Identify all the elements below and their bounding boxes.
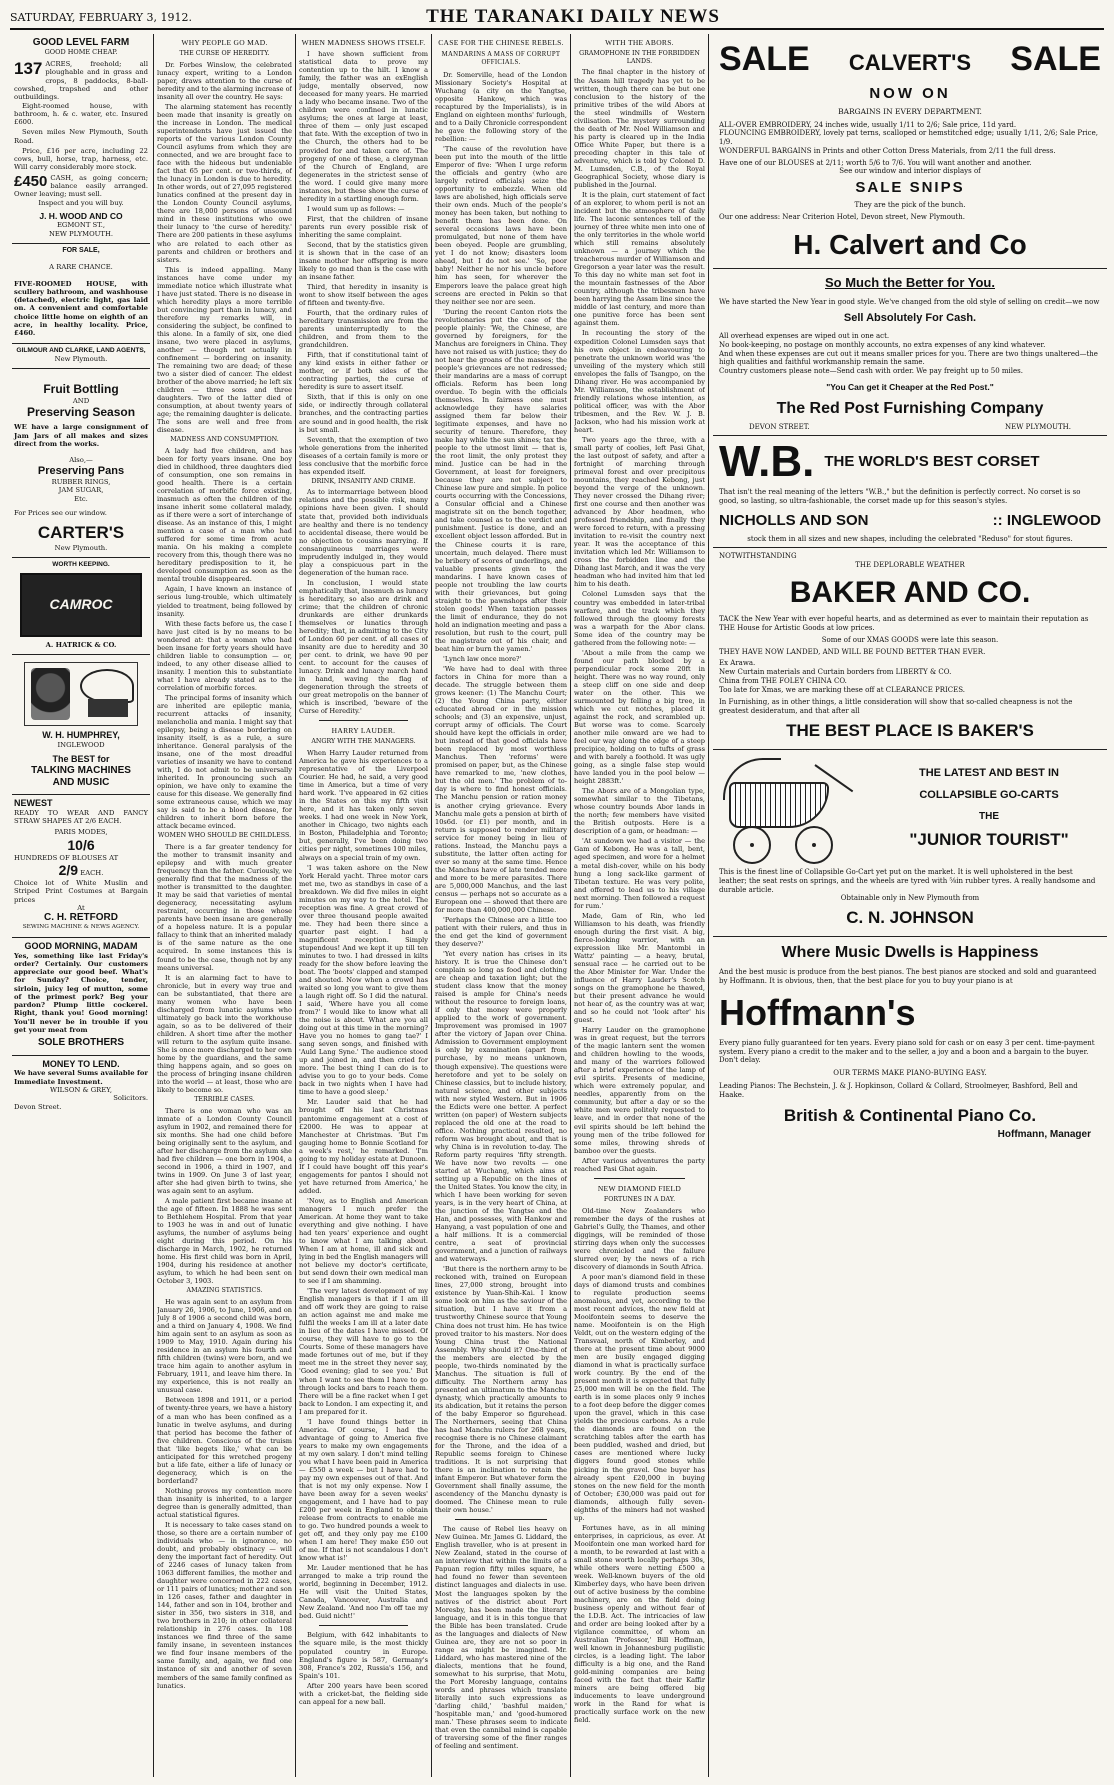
humphrey-location: INGLEWOOD <box>57 741 105 750</box>
and-music: AND MUSIC <box>52 776 110 788</box>
farm-price: Price, £16 per acre, including 22 cows, bull, horse, trap, harness, etc. Will carry considerably more stock. <box>14 146 148 172</box>
camroc-ginger-logo <box>20 573 142 637</box>
choice-text: Choice lot of White Muslin and Striped Print Costumes at Bargain prices <box>14 879 148 904</box>
notwithstanding: NOTWITHSTANDING <box>719 552 797 561</box>
best-for: The BEST for <box>52 753 110 764</box>
farm-description: ACRES, freehold; all ploughable and in grass and crops, 8 paddocks, 8-ball-cowshed, trapshed and other outbuildings. <box>14 60 148 102</box>
rubber-rings: RUBBER RINGS, <box>51 477 111 486</box>
article-paragraph: After various adventures the party reached Pasi Ghat again. <box>574 1156 705 1173</box>
solicitors: Solicitors. <box>113 1094 148 1103</box>
article-paragraph: Second, that by the statistics given it is shown that in the case of an insane mother her offspring is more likely to go mad than is the case with an insane father. <box>299 240 428 281</box>
article-paragraph: When Harry Lauder returned from America he gave his experiences to a representative of the Liverpool Courier. He had, he said, a very good time in America, but a time of very hard work. 'I've appeared in 62 cities in the States on this my fifth visit here, and it has taken only seven weeks. I had one week in New York, another in Chicago, two nights each in Boston, Philadelphia and Toronto; but, generally, I've been doing two cities per night, sometimes 100 miles, always on a special train of my own. <box>299 749 428 862</box>
article-paragraph: The cause of Rebel lies heavy on New Guinea. Mr. James G. Liddard, the English traveller, who is at present in New Zealand, stated in the course of an interview that within the limits of a Papuan region fifty miles square, he had found no fewer than seventeen distinct languages and dialects in use. Most the languages spoken by the natives of the district about Port Moresby, has been made the literary language, and it is in this tongue that the Bible has been translated. Crude as the languages and dialects of New Guinea are, they are not so poor in range as might be imagined. Mr. Liddard, who has mastered nine of the dialects, mentions that he found, somewhat to his surprise, that Motu, the Port Moresby language, contains words and phrases which translate literally into such expressions as 'darling child,' 'bashful maiden,' 'hospitable man,' and 'good-humored man.' These phrases seem to indicate that even the cannibal mind is capable of traversing some of the finer ranges of feeling and sentiment. <box>435 1525 567 1751</box>
hoffmann-text: Every piano fully guaranteed for ten years. Every piano sold for cash or on easy 3 per cent. time-payment system. Every piano a credit to the maker and to the seller, a joy and a boon and a bargain to the buyer. Don't delay. <box>719 1038 1095 1065</box>
article-paragraph: 'Now, as to English and American managers I much prefer the American. At home they want to take everything and give nothing. I have had ten years' experience and ought to know what I am talking about. When I am at home, ill and sick and lying in bed the English managers will not believe my doctor's certificate, but send down their own medical man to see if I am shamming. <box>299 1196 428 1286</box>
for-sale-heading: FOR SALE, <box>62 246 100 254</box>
article-paragraph: 'We have had to deal with three factors in China for more than a decade. The struggle between them grows keener: (1) The Manchu Court; (2) the Young China party, either educated abroad or in the mission schools; and (3) an expensive, unjust, corrupt army of officials. The Court should have kept the officials in order, but instead of that good officials have been replaced by most worthless Manchus. Then 'reforms' were promised on paper, but, as the Chinese have remarked to me, 'new clothes, but the old men.' The problem of to-day is where to find honest officials. The Manchu pension or ration money is another crying grievance. Every Manchu male gets a pension at birth of 10s6d. (or £1) per month, and in return is supposed to render military service for money being in lieu of rations. Instead, the Manchu pays a substitute, the latter often acting for ever so many at the same time. Hence the Manchus have of late tended more and more to be mere parasites. There are 5,000,000 Manchus, and the last census — perhaps not so accurate as a European one — showed that there are for more than 400,000,000 Chinese. <box>435 664 567 914</box>
column-rule <box>708 34 709 1777</box>
article-paragraph: 'Yet every nation has crises in its history. It is true the Chinese don't complain so long as food and clothing are cheap and taxation light; but the student class know that the money raised is ample for China's needs without the resource to foreign loans, if only that money were properly applied to the work of government. Improvement was promised in 1907 after the victory of Japan over China. Admission to Government employment is only by examination (apart from purchase, by no means unknown, though expensive). The questions were heretofore and yet to be solely on Chinese classics, but to include history, natural science, and other subjects with new styled Western. But in 1906 the Edicts were one better. A perfect written (on paper) of Western subjects replaced the old one at the road to office. Nothing practical resulted, no reform was brought about, and that is why China is in revolution to-day. The Reform party requires 'fifty strength. We have now two revolts — one started at Wuchang, which aims at setting up a Republic on the lines of the United States. You know the city, in which I have been working for seven years, is in the very heart of China, at the junction of the Yangtse and the Han, and possesses, with Hankow and Hanyang, a vast population of one and a half millions. It is a commercial centre, a seat of provincial government, and a junction of railways and waterways. <box>435 950 567 1264</box>
wb-corset-advertisement <box>713 436 1107 548</box>
corset-text: That isn't the real meaning of the letters "W.B.," but the definition is perfectly correct. No corset is so good, so lasting, so ultra-fashionable, the corset made up for this season's styles. <box>719 488 1081 505</box>
h-calvert-name: H. Calvert and Co <box>793 229 1027 261</box>
also-word: Also,— <box>69 456 93 465</box>
snips-subtitle: They are the pick of the bunch. <box>854 200 966 209</box>
column-rule <box>431 34 432 1777</box>
article-paragraph: There is one woman who was an inmate of a London County Council asylum in 1902, and remained there for six months. She had one child before being originally sent to the asylum, and after her discharge from the asylum she had five children — one born in 1904, a second in 1906, a third in 1907, and twins in 1909. On June 3 of last year, after she had given birth to twins, she was again sent to an asylum. <box>157 1106 292 1196</box>
article-paragraph: Dr. Forbes Winslow, the celebrated lunacy expert, writing to a London paper, draws attention to the curse of heredity and to the alarming increase of insanity all over the country. He says: <box>157 60 292 101</box>
paris-price: 10/6 <box>67 836 95 853</box>
jh-wood-address2: NEW PLYMOUTH. <box>48 229 114 238</box>
baker-too-late: Too late for Xmas, we are marking these off at CLEARANCE PRICES. <box>719 685 966 694</box>
baker-advertisement <box>713 548 1107 750</box>
article-paragraph: 'About a mile from the camp we found our path blocked by a perpendicular rock some 20ft in height. There was no way round, only a steep cliff on one side and deep water on the other. This we surmounted by felling a big tree, in which we cut notches, placed it against the rock, and scrambled up. But worse was to come. Scarcely another mile onward are we had to feel our way along the edge of a steep precipice, holding on to tufts of grass and with barely a foothold. It was ugly going, as a single false step would have landed you in the pool below — height 2883ft.' <box>574 648 705 786</box>
morning-heading: GOOD MORNING, MADAM <box>24 940 138 951</box>
right-advertisements <box>713 34 1107 1777</box>
newest-text: READY TO WEAR AND FANCY STRAW SHAPES AT 2/6 EACH. <box>14 808 148 826</box>
edison-portrait <box>31 668 70 720</box>
article-paragraph: Sixth, that if this is only on one side, or indirectly through collateral branches, and the contracting parties are sound and in good health, the risk is but small. <box>299 393 428 434</box>
article-paragraph: Mr. Lauder mentioned that he has arranged to make a trip round the world, beginning in December, 1912. He will visit the United States, Canada, Vancouver, Australia and New Zealand. 'And noo I'm off tae my bed. Guid nicht!' <box>299 1564 428 1621</box>
sale-word-right: SALE <box>1010 40 1101 78</box>
money-to-lend-advertisement <box>12 1056 150 1116</box>
sale-word-left: SALE <box>719 40 810 78</box>
article-paragraph: 'During the recent Canton riots the revolutionaries put the case of the people plainly: 'We, the Chinese, are governed by foreigners, for the Manchus are foreigners in China. They have not raised us with justice; they do not hear the groans of the masses; the people's grievances are not redressed; their mandarins are a mass of corrupt officials. Reform has been long overdue. To begin with the officials themselves. In fairness one must acknowledge they have salaries assigned them far below their legitimate expenses, and have no security of tenure. Therefore, they make hay while the sun shines; tax the people to the utmost limit — that is, the root limit, the only protest they mind. Justice can be had in the Government, at least for foreigners, because they are not subject to Chinese law pure and simple. In police courts occurring with the Concessions, a Consular official and a Chinese magistrate sit on the bench together, and take counsel as to the verdict and punishment. Justice is done, and an excellent object lesson afforded. But in the Chinese courts it is rare, uncertain, much delayed. There must be bribery of scores of underlings, and valuable presents given to the mandarins. I have known cases of people not troubling the law courts with their grievances, but going straight to the pawnshops after their stolen goods! When taxation passes the limit of endurance, they do not hold an indignation meeting and pass a resolution, but rush to the court, pull the magistrate out of his chair, and beat him or burn the yamen.' <box>435 307 567 653</box>
article-paragraph: Mr. Lauder said that he had brought off his last Christmas pantomime engagement at a cost of £2000. He was to appear at Manchester at Christmas. 'But I'm gauging home to Bonnie Scotland for a week's rest,' he remarked. 'I'm going to my holiday estate at Dunoon. If I could have bought off this year's engagements for pantos I should not yet have returned from America,' he added. <box>299 1098 428 1195</box>
music-heading: Where Music Dwells is Happiness <box>781 944 1039 962</box>
issue-date: SATURDAY, FEBRUARY 3, 1912. <box>10 10 193 24</box>
article-paragraph: After 200 years have been scored with a cricket-bat, the fielding side can appeal for a new ball. <box>299 1681 428 1706</box>
cash-heading: Sell Absolutely For Cash. <box>843 312 977 325</box>
house-for-sale-advertisement <box>12 244 150 344</box>
article-subheading: TERRIBLE CASES. <box>194 1096 255 1104</box>
carters-advertisement <box>12 369 150 558</box>
article-paragraph: A lady had five children, and has been for forty years insane. One boy died in childhood, three daughters died of consumption, one son remains in good health. There is a certain correlation of morbific force existing, inasmuch as often the children of the insane inherit some collateral malady, as if there were a sort of interchange of disease. As an instance of this, I might mention a case of a man who had suffered for some time from acute mania. On his making a complete recovery from this, though there was no hereditary predisposition to it, he developed consumption as soon as the mental trouble disappeared. <box>157 446 292 584</box>
column-rule <box>570 34 571 1777</box>
article-paragraph: With these facts before us, the case I have just cited is by no means to be wondered at: that a woman who had been insane for forty years should have children liable to consumption — or, indeed, to any other disease allied to insanity. I mention this to substantiate what I have already stated as to the correlation of morbific forces. <box>157 619 292 692</box>
devon-street: Devon Street. <box>14 1102 62 1111</box>
article-subheading: MADNESS AND CONSUMPTION. <box>170 436 279 444</box>
newspaper-title: THE TARANAKI DAILY NEWS <box>426 6 720 27</box>
hoffmann-manager: Hoffmann, Manager <box>997 1128 1091 1140</box>
article-subheading: ANGRY WITH THE MANAGERS. <box>311 738 416 746</box>
worth-keeping: WORTH KEEPING. <box>52 561 110 569</box>
at-word: At <box>77 904 85 912</box>
article-paragraph: In recounting the story of the expedition Colonel Lumsden says that his own object in endeavouring to penetrate the unknown world was 'the unveiling of the mystery which still envelopes the falls of Tsangpo, on the Dihang river. He was accompanied by Mr. Williamson, the establishment of friendly relations whose intention, as political officer, was with the Abor tribesmen, and the Rev. W. J. B. Jackson, who had his mission work at heart. <box>574 329 705 434</box>
terms: OUR TERMS MAKE PIANO-BUYING EASY. <box>833 1069 987 1077</box>
article-paragraph: A poor man's diamond field in these days of diamond trusts and combines to regulate production seems anomalous, and yet, according to the most recent advices, the new field at Mooifontein seems to deserve the name. Mooifontein is on the High Veldt, out on the western edging of the Transvaal, north of Kimberley, and there at the present time about 9000 men are busily engaged digging diamond in what is practically surface work country. By the end of the present month it is expected that fully 25,000 men will be on the field. The earth is in some places only 9 inches to a foot deep before the digger comes upon the gravel, which in this case yields the precious carbons. As a rule the diamonds are found on the scratching tables after the earth has been puddled, washed and dried, but cases are mentioned where lucky diggers found good stones while picking in the gravel. One buyer has already spent £20,000 in buying stones on the new field for the month of October; £30,000 was paid out for diamonds, although fully seven-eighths of the miners had not washed up. <box>574 1272 705 1522</box>
humphrey-advertisement <box>12 655 150 795</box>
edison-phonograph-illustration <box>24 662 138 726</box>
cash-text: Country customers please note—Send cash with order. We pay freight up to 50 miles. <box>719 367 1023 376</box>
morning-text: Yes, something like last Friday's order? Certainly. Our customers appreciate our good beef. What's for Sunday? Choice, tender, sirloin, juicy leg of mutton, some of the primest pork? Beg your pardon? Plump little cockerel. Right, thank you! Good morning! You'll never be in trouble if you get your meat from <box>14 951 148 1035</box>
red-post-name: The Red Post Furnishing Company <box>776 399 1044 417</box>
sale-item: Have one of our BLOUSES at 2/11; worth 5/6 to 7/6. You will want another and another. <box>719 158 1032 167</box>
talking-machines: TALKING MACHINES <box>31 764 131 776</box>
preserving-pans: Preserving Pans <box>37 464 125 477</box>
article-subheading: MANDARINS A MASS OF CORRUPT OFFICIALS. <box>441 51 561 67</box>
article-paragraph: Made, Gam of Rin, who led Williamson to his death, was friendly enough during the first visit. A big, fierce-looking warrior, with an expression like Mr. Mantombi in Wattz' painting — a heavy, brutal, sensual race — he carried out to be the Abor Minister for War. Under the influence of Harry Lauder's Scotch songs on the gramophone he thawed, but their present advance he would not hear of, as the country was at war, and so he could not 'look after' his guest. <box>574 911 705 1025</box>
wb-logo: W.B. <box>719 437 815 487</box>
jh-wood-address1: EGMONT ST., <box>56 221 106 230</box>
best-place: THE BEST PLACE IS BAKER'S <box>786 720 1034 740</box>
devon-street-label: DEVON STREET. <box>749 422 810 431</box>
fruit-text: WE have a large consignment of Jam Jars of all makes and sizes direct from the works. <box>14 423 148 448</box>
farm-advertisement <box>12 34 150 244</box>
article-paragraph: First, that the children of insane parents run every possible risk of inheriting the same complaint. <box>299 214 428 239</box>
article-subheading: THE CURSE OF HEREDITY. <box>179 50 270 58</box>
british-continental: British & Continental Piano Co. <box>783 1106 1037 1126</box>
article-paragraph: As to intermarriage between blood relations and the possible risk, many opinions have been given. I should state that, provided both individuals are healthy and there is no tendency to accidental disease, there would be no objection to cousins marrying. If consanguineous marriages were imprudently indulged in, they would play a conspicuous part in the degeneration of the human race. <box>299 488 428 577</box>
prices-note: For Prices see our window. <box>14 508 107 517</box>
article-paragraph: 'I was taken ashore on the New York Herald yacht. Three motor cars met me, two as standbys in case of a breakdown. We did five miles in eight minutes on my way to the hotel. The reception was fine. A great crowd of over three thousand people awaited me. They had been there since a quarter past eight. I had a magnificent reception. Simply stupendous! And we kept it up till ten minutes to two. I had dressed in kilts ready for the show before leaving the boat. The 'boots' clapped and stamped and shouted. Now when a crowd has waited so long you want to give them a laugh right off. So I did the natural. I said, 'Where have you all come from?' I would like to know what all the noise is about. What are you all doing out at this time in the morning? Have you no homes to gang tae?' I sang seven songs, and finished with 'Auld Lang Syne.' The audience stood up and joined in, and then cried for more. The best thing I can do is to advise you to go to your beds. Come back in two nights when I have had time to have a good sleep.' <box>299 863 428 1097</box>
article-paragraph: I would sum up as follows: — <box>307 204 405 213</box>
article-paragraph: The principal forms of insanity which are inherited are epileptic mania, recurrent attacks of insanity, melancholia and mania. I might say that epilepsy, being a disease bordering on insanity itself, is as a rule, a sure inheritance. General paralysis of the insane, one of the most dreadful varieties of insanity we have to contend with, I do not admit to be universally inherited. In pronouncing such an opinion, we have only to examine the cause for this disease. We generally find some extraneous cause, which we may say is said to be a blood disease, for children to inherit born before the attack became evinced. <box>157 693 292 831</box>
carters-name: CARTER'S <box>37 523 125 543</box>
leading-pianos: Leading Pianos: The Bechstein, J. & J. Hopkinson, Collard & Collard, Stroolmeyer, Bashford, Bell and Haake. <box>719 1081 1078 1099</box>
cash-text: All overhead expenses are wiped out in one act. <box>719 332 890 341</box>
now-on: NOW ON <box>869 84 951 102</box>
article-paragraph: The Abors are of a Mongolian type, somewhat similar to the Tibetans, whose country bounds Abor lands in the north; few members have visited the British outposts. Here is a description of a gam, or headman: — <box>574 787 705 836</box>
article-paragraph: Between 1898 and 1911, or a period of twenty-three years, we have a history of a man who has been confined as a lunatic in twelve asylums, and during that period has become the father of five children. Conscious of the truism that 'like begets like,' what can be anticipated for this wretched progeny but a life fate, either a life of lunacy or degeneracy, which is on the borderland? <box>157 1396 292 1485</box>
nicholls-name: NICHOLLS AND SON <box>719 511 869 529</box>
article-subheading: FORTUNES IN A DAY. <box>603 1195 676 1203</box>
baker-text: THEY HAVE NOW LANDED, AND WILL BE FOUND BETTER THAN EVER. <box>719 647 986 656</box>
blouse-price: 2/9 <box>58 862 79 879</box>
farm-house: Eight-roomed house, with bathroom, h. & c. water, etc. Insured £600. <box>14 101 148 127</box>
farm-acres: 137 <box>14 59 43 79</box>
article-paragraph: Seventh, that the exemption of two whole generations from the inherited diseases of a certain family is more or less conclusive that the morbific force has expended itself. <box>299 435 428 476</box>
article-heading: WHEN MADNESS SHOWS ITSELF. <box>301 38 426 47</box>
baker-text: TACK the New Year with ever hopeful hearts, and as determined as ever to maintain their reputation as THE House for Artistic Goods at low prices. <box>719 615 1089 632</box>
corset-slogan: THE WORLD'S BEST CORSET <box>824 452 1040 470</box>
hoffmann-logo: Hoffmann's <box>719 991 916 1033</box>
camroc-logo-text: CAMROC <box>49 596 113 613</box>
article-paragraph: A male patient first became insane at the age of fifteen. In 1888 he was sent to Bethlehem Hospital. From that year to 1903 he was in and out of lunatic asylums, the number of asylums being eight during this period. On his discharge in March, 1902, he returned home. His first child was born in April, 1904, during his residence at another asylum, to which he had been sent on October 3, 1903. <box>157 1197 292 1286</box>
gilmour-location: New Plymouth. <box>54 354 108 363</box>
article-paragraph: 'But there is the northern army to be reckoned with, trained on European lines, 27,000 strong, brought into existence by Yuan-Shih-Kai. I know some look on him as the saviour of the situation, but I have it from a trustworthy Chinese source that Young China does not trust him. He has twice proved traitor to his masters. Nor does Young China trust the National Assembly. Why should it? One-third of the members are elected by the people, two-thirds nominated by the Manchus. The situation is full of difficulty. The Northern army has presented an ultimatum to the Manchu dynasty, which practically amounts to its abdication, but it retains the person of the baby Emperor so figurehead. The Northerners, seeing that China has had Manchu rulers for 268 years, recognise there is no Chinese claimant for the Throne, and the idea of a Republic seems foreign to Chinese traditions. It is not surprising that there is an inclination to retain the infant Emperor. But whatever form the Government shall finally assume, the ascendency of the Manchu dynasty is doomed. The Chinese mean to rule their own house.' <box>435 1265 567 1515</box>
baker-text: Some of our XMAS GOODS were late this season. <box>821 635 999 644</box>
article-paragraph: It is an alarming fact to have to chronicle, but in every way true and can be substantiated, that there are many women who have been discharged from lunatic asylums who ultimately go back into the workhouse again, so as to be delivered of their children. A short time after the mother will return to the asylum quite insane. She is once more discharged to her own home by the guardians, and the same thing happens again, and so goes on the process of bringing insane children into the world — at least, those who are likely to become so. <box>157 973 292 1094</box>
baker-furnishing: In Furnishing, as in other things, a little consideration will show that so-called cheapness is not the greatest desideratum, and that after all <box>719 698 1073 715</box>
article-subheading: DRINK, INSANITY AND CRIME. <box>311 477 416 485</box>
sale-item: WONDERFUL BARGAINS in Prints and other Cotton Dress Materials, from 2/11 the full dress. <box>719 146 1056 155</box>
farm-subheading: GOOD HOME CHEAP. <box>44 48 118 57</box>
article-paragraph: 'The very latest development of my English managers is that if I am ill and off work they are going to raise an action against me and make me fulfil the weeks I am ill at a later date in lieu of the dates I have missed. Of course, they will have to go to the Courts. Some of these managers have made fortunes out of me, but if they meet me in the street they never say, 'Good evening; glad to see you.' But when I want to see them I have to go through locks and bars to reach them. There will be a fine racket when I get back to London. I am expecting it, and I am prepared for it. <box>299 1287 428 1416</box>
article-column-5 <box>574 34 705 1777</box>
camroc-advertisement <box>12 558 150 655</box>
baker-liberty: New Curtain materials and Curtain borders from LIBERTY & CO. <box>719 668 952 676</box>
article-paragraph: Again, I have known an instance of serious lung-trouble, which ultimately yielded to treatment, being followed by insanity. <box>157 585 292 618</box>
article-paragraph: 'Lynch law once more?' <box>443 654 522 663</box>
article-paragraph: It is necessary to take cases stand on those, so there are a certain number of individuals who — in ignorance, no doubt, and probably obstinacy — will deny the important fact of heredity. Out of 2246 cases of lunacy taken from 1063 different families, the mother and daughter were concerned in 222 cases, or 111 pairs of lunatics; mother and son in 126 cases, father and daughter in 144, father and son in 104, brother and sister in 356, two sisters in 318, and two brothers in 210; in other collateral relationship in 276 cases. In 108 instances we find three of the same family insane, in seventeen instances we find four insane members of the same family, and, again, we find one instance of six and another of seven members of the same family confined as lunatics. <box>157 1520 292 1690</box>
hatrick-name: A. HATRICK & CO. <box>45 641 117 650</box>
paris-modes: PARIS MODES, <box>54 828 108 837</box>
red-post-advertisement <box>713 269 1107 436</box>
sale-item: ALL-OVER EMBROIDERY, 24 inches wide, usually 1/11 to 2/6; Sale price, 11d yard. <box>719 120 1017 129</box>
gilmour-name: GILMOUR AND CLARKE, LAND AGENTS, <box>16 346 146 354</box>
retford-name: C. H. RETFORD <box>44 912 118 924</box>
five-room-description: FIVE-ROOMED HOUSE, with scullery bathroom, and washhouse (detached), electric light, gas laid on. A convenient and comfortable choice little home on eighth of an acre, in healthy locality. Price, £460. <box>14 279 148 338</box>
article-heading: CASE FOR THE CHINESE REBELS. <box>438 38 564 47</box>
go-cart-illustration <box>719 754 869 864</box>
article-subheading: GRAMOPHONE IN THE FORBIDDEN LANDS. <box>579 50 700 65</box>
deplorable-weather: THE DEPLORABLE WEATHER <box>855 561 965 569</box>
johnson-name: C. N. JOHNSON <box>846 908 974 927</box>
sale-item: See our window and interior displays of <box>839 167 981 176</box>
newest-heading: NEWEST <box>14 797 53 808</box>
article-paragraph: Dr. Somerville, head of the London Missionary Society's Hospital at Wuchang (a city on the Yangtse, opposite Hankow, which was recaptured by the Imperialists), is in England on eighteen months' furlough, and to a Daily Chronicle correspondent he gave the following story of the rebellion: — <box>435 70 567 143</box>
farm-location: Seven miles New Plymouth, South Road. <box>14 128 148 145</box>
junior-tourist: "JUNIOR TOURIST" <box>909 830 1069 850</box>
farm-cash: £450 <box>14 172 48 190</box>
inglewood-label: :: INGLEWOOD <box>992 511 1101 529</box>
nicholls-text: stock them in all sizes and new shapes, including the celebrated "Reduso" for stout figures. <box>747 534 1073 543</box>
baker-name: BAKER AND CO. <box>789 575 1031 609</box>
article-paragraph: The alarming statement has recently been made that insanity is greatly on the increase in London. The medical superintendents have just issued the reports of the various London County Council asylums from which they are connected, and we are brought face to face with the hideous but undeniable fact that 65 per cent. or two-thirds, of the lunacy in London is due to heredity. In other words, out of 27,095 registered lunatics confined at the present day in the London County Council asylums, there are 18,000 persons of unsound mind in these institutions who owe their lunacy to 'the curse of heredity.' There are 200 patients in these asylums who are related to each other as parents and children or brothers and sisters. <box>157 102 292 264</box>
retford-subtitle: SEWING MACHINE & NEWS AGENCY. <box>22 924 140 931</box>
masthead <box>10 6 1104 30</box>
article-paragraph: In conclusion, I would state emphatically that, inasmuch as lunacy is hereditary, so also are drink and crime; that the children of chronic drunkards are either drunkards themselves or lunatics through heredity; that, in admitting to the City of London 60 per cent. of all cases of insanity are due to heredity and 30 per cent. to drink, we have 90 per cent. to account for the causes of lunacy. Drink and lunacy march hand in hand, waving the flag of degeneration through the streets of our great metropolis on the banner of which is inscribed, 'beware of the Curse of Heredity.' <box>299 578 428 716</box>
phonograph-icon <box>70 669 131 719</box>
calvert-sale-advertisement <box>713 34 1107 269</box>
hoffmann-advertisement <box>713 937 1107 1145</box>
sale-snips: SALE SNIPS <box>855 179 965 197</box>
better-text: We have started the New Year in good style. We've changed from the old style of selling on credit—we now <box>719 297 1100 306</box>
gilmour-clarke-advertisement <box>12 344 150 369</box>
sale-item: FLOUNCING EMBROIDERY, lovely pat terns, scalloped or hemstitched edge; usually 1/11, 2/6; Sale Price, 1/9. <box>719 129 1098 147</box>
the-word: THE <box>979 810 999 822</box>
article-heading: WHY PEOPLE GO MAD. <box>181 38 268 47</box>
calvert-address: Our one address: Near Criterion Hotel, Devon street, New Plymouth. <box>719 212 965 221</box>
cash-text: No book-keeping, no postage on monthly accounts, no extra expenses of any kind whatever. <box>719 340 1046 349</box>
jam-sugar: JAM SUGAR, <box>58 486 104 495</box>
collapsible-go-carts: COLLAPSIBLE GO-CARTS <box>919 789 1059 802</box>
article-paragraph: Harry Lauder on the gramophone was in great request, but the terrors of the magic lantern sent the women and children howling to the woods, and many of the warriors followed after a brief experience of the lamp of evil spirits. Presents of medicine, which were extremely popular, and needles, apparently from on the community, but after a day or so the white men were politely requested to leave, and in order that none of the evil spirits should be left behind the young men of the tribe followed for some miles, throwing shreds of bamboo over the guests. <box>574 1026 705 1155</box>
article-paragraph: This is indeed appalling. Many instances have come under my immediate notice which illustrate what I have just stated. There is no disease in which heredity plays a more terrible but convincing part than in lunacy, and therefore my remarks will, in considering the subject, be confined to this alone. In a family of six, one died insane, two were placed in asylums, another — though not actually in confinement — bordering on insanity. The remaining two are dead; of these two a sister died of cancer. The eldest brother of the above married; he left six children — three sons and three daughters. Two of the latter died of consumption, at about twenty years of age; the remaining daughter is delicate. The sons are well and free from disease. <box>157 265 292 435</box>
farm-inspect: Inspect and you will buy. <box>38 198 124 207</box>
farm-cash-text: CASH, as going concern; balance easily arranged. Owner leaving; must sell. <box>14 173 148 199</box>
column-rule <box>295 34 296 1777</box>
humphrey-name: W. H. HUMPHREY, <box>42 730 120 741</box>
article-paragraph: There is a far greater tendency for the mother to transmit insanity and epilepsy and with much greater frequency than the father. Curiously, we generally find that the madness of the mother is transmitted to the daughter. It may be said that varieties of mental degeneracy, necessitating asylum restraint, occurring in those whose parents have been insane are generally of a hopeless nature. It is a popular fallacy to think that an inherited malady is of the same nature as the one acquired. In some instances this is found to be the case, though not by any means universal. <box>157 843 292 972</box>
article-subheading: WOMEN WHO SHOULD BE CHILDLESS. <box>157 832 292 840</box>
article-paragraph: 'The cause of the revolution have been put into the mouth of the little Emperor of five: 'When I urge reform the officials and gentry (who are largely retired officials) seize the opportunity to embezzle. When old laws are abolished, high officials serve their own ends. Much of the people's money has been taken, but nothing to benefit them has been done. On several occasions laws have been promulgated, but none of them have been obeyed. People are grumbling, yet I do not know; disasters loom ahead, but I do not see.' 'So, poor baby! Neither he nor his uncle before him has seen, for wherever the Emperors leave the palace great high screens are erected in Pekin so that they neither see nor are seen. <box>435 144 567 306</box>
article-paragraph: Third, that heredity in insanity is wont to show itself between the ages of fifteen and twenty-five. <box>299 283 428 308</box>
article-paragraph: He was again sent to an asylum from January 26, 1906, to June, 1906, and on July 8 of 1906 a second child was born, and a third on January 4, 1908. We find him again sent to an asylum as soon as 1909 to May, 1910. Again during his residence in an asylum his fourth and fifth children (twins) were born, and we trace him again to another asylum in February, 1911, and leave him there. In my experience, this is not really an unusual case. <box>157 1298 292 1395</box>
wilson-grey: WILSON & GREY, <box>49 1086 112 1095</box>
article-paragraph: Fortunes have, as in all mining enterprises, in capricious, as ever. At Mooifontein one man worked hard for a month, to be rewarded at last with a small stone worth locally perhaps 30s, while others were netting £500 a week. Well-known buyers of the old Kimberley days, who have been driven out of active business by the combine machinery, are on the field doing business openly and without fear of the I.D.B. Act. The intricacies of law and order are being looked after by a vigilance committee, of whom an Australian 'Professor,' Bill Hoffman, well known in Johannesburg pugilistic circles, is a leading light. The labor difficulty is a big one, and the Rand gold-mining companies are being faced with the fact that their Kaffir miners are being offered big inducements to leave underground work in the Rand for what is practically surface work on the new field. <box>574 1523 705 1725</box>
article-paragraph: I have shown sufficient from statistical data to prove my contention up to the hilt. I know a family, the father was an exEnglish judge, mentally observed, now deceased for many years. He married a lady who became insane. Two of the children were confined in lunatic asylums; the ones at large at least, three of them — only just escaped that fate. With the exception of two in the Church, the others had to be provided for and taken care of. The progeny of one of these, a clergyman of the Church of England, are degenerates in the strictest sense of the word. I could give many more instances, but these show the curse of heredity in a startling enough form. <box>299 50 428 203</box>
article-paragraph: It is the plain, curt statement of fact of an explorer, to whom peril is not an incident but the atmosphere of daily life. The laconic sentences tell of the journey of three white men into one of the only territories in the whole world which still remains absolutely unknown — a journey which the treacherous murder of Williamson and Gregorson a year later was the result. To this day no white man set foot in the mountain fastnesses of the Abor country, although the tribesmen have been harrying the Assam line since the middle of last century, and more than one punitive force has been sent against them. <box>574 190 705 328</box>
article-column-3 <box>299 34 428 1777</box>
article-paragraph: Fifth, that if constitutional taint of any kind exists in either father or mother, or if both sides of the contracting parties, the curse of heredity is sure to assert itself. <box>299 351 428 392</box>
bargains-line: BARGAINS IN EVERY DEPARTMENT. <box>838 107 982 117</box>
baker-ex: Ex Arawa. <box>719 659 756 668</box>
money-text: We have several Sums available for Immediate Investment. <box>14 1069 148 1086</box>
retford-advertisement <box>12 795 150 938</box>
each-word: EACH. <box>80 869 104 878</box>
and-word: AND <box>72 396 90 405</box>
cash-text: And when these expenses are cut out it means smaller prices for you. There are two things unaltered—the high qualities and faithful workmanship remain the same. <box>719 349 1098 367</box>
article-heading: NEW DIAMOND FIELD <box>597 1183 682 1193</box>
article-paragraph: 'I have found things better in America. Of course, I had the advantage of going to America five years to make my own engagements at my own salary. I don't mind telling you what I have been paid in America — £550 a week — but I have had to pay my own expenses out of that. And that is not my only expense. Now I have been away for a seven weeks' engagement, and I have had to pay £200 per week in England to obtain release from contracts to enable me to go. Two hundred pounds a week to get off, and they only pay me £100 when I am here! They make £50 out of me. If that is not scandalous I don't know what is!' <box>299 1417 428 1563</box>
sole-brothers-advertisement <box>12 938 150 1056</box>
farm-heading: GOOD LEVEL FARM <box>32 37 130 48</box>
better-for-you: So Much the Better for You. <box>825 275 995 291</box>
rare-chance: A RARE CHANCE. <box>49 263 113 272</box>
blouses-text: HUNDREDS OF BLOUSES AT <box>14 853 119 862</box>
sole-brothers-name: SOLE BROTHERS <box>37 1037 125 1049</box>
cheaper-slogan: "You Can get it Cheaper at the Red Post." <box>826 381 994 392</box>
preserving-season: Preserving Season <box>26 404 136 419</box>
article-subheading: AMAZING STATISTICS. <box>186 1287 263 1295</box>
music-text: And the best music is produce from the best pianos. The best pianos are stocked and sold and guaranteed by Hoffmann. It is obvious, then, that the best place for you to buy your piano is at <box>719 968 1097 985</box>
article-paragraph: The final chapter in the history of the Assam hill tragedy has yet to be written, though there can be but one conclusion to the history of the primitive tribes of the wild Abors at the steel windmills of Western civilisation. The mystery surrounding the death of Mr. Noel Williamson and his party is cleared up in the India Office White Paper, but there is a preceding chapter in this tale of adventure, which is told by Colonel D. M. Lumsden, C.B., of the Royal Geographical Society, whose diary is published in the Journal. <box>574 68 705 189</box>
article-paragraph: 'Perhaps the Chinese are a little too patient with their rulers, and thus in the end get the kind of government they deserve?' <box>435 915 567 949</box>
article-heading: WITH THE ABORS. <box>605 38 674 47</box>
jh-wood-name: J. H. WOOD AND CO <box>39 210 123 221</box>
article-column-4 <box>435 34 567 1777</box>
column-rule <box>153 34 154 1777</box>
new-plymouth-label: NEW PLYMOUTH. <box>1005 422 1071 431</box>
article-paragraph: Old-time New Zealanders who remember the days of the rushes at Gabriel's Gully, the Thames, and other diggings, will be reminded of those stirring days when only the successes were chronicled and the failure slurred over, by the news of a rich discovery of diamonds in South Africa. <box>574 1206 705 1271</box>
etc-word: Etc. <box>74 494 88 503</box>
article-paragraph: Nothing proves my contention more than insanity is inherited, to a larger degree than is generally admitted, than actual statistical figures. <box>157 1486 292 1519</box>
go-cart-text: This is the finest line of Collapsible Go-Cart yet put on the market. It is well upholstered in the best leather; the seat rests on springs, and the wheels are tyred with ⅝in rubber tyres. A really handsome and durable article. <box>719 868 1096 894</box>
carters-location: New Plymouth. <box>54 543 108 552</box>
article-paragraph: Belgium, with 642 inhabitants to the square mile, is the most thickly populated country in Europe. England's figure is 587, Germany's 308, France's 202, Russia's 156, and Spain's 101. <box>299 1631 428 1680</box>
money-heading: MONEY TO LEND. <box>42 1058 120 1069</box>
article-paragraph: Fourth, that the ordinary rules of hereditary transmission are from the parents uninterruptedly to the children, and from them to the grandchildren. <box>299 309 428 350</box>
article-paragraph: Two years ago the three, with a small party of coolies, left Pasi Ghat, the last outpost of safety, and after a fortnight of marching through primeval forest and over precipitous mountains, they reached Kebong, just beyond the verge of the unknown. They never crossed the Dihang river; first one course and then another was advanced by Abor headmen, who professed friendship, and finally they were forced to return, with a pressing invitation to re-visit the country next year. It was the acceptance of this invitation which led Mr. Williamson to cross the forbidden line and the Dihang last March, and it was the very headman who had invited him that led him to his death. <box>574 435 705 589</box>
article-column-2 <box>157 34 292 1777</box>
article-heading: HARRY LAUDER. <box>331 726 396 736</box>
baker-foley: China from THE FOLEY CHINA CO. <box>719 676 847 685</box>
go-cart-advertisement <box>713 750 1107 937</box>
article-paragraph: Colonel Lumsden says that the country was embedded in later-tribal warfare, and the track which they followed through the gloomy forests was a warpath for the Abor clans. Some idea of the country may be gathered from the following note: — <box>574 590 705 647</box>
calvert-name: CALVERT'S <box>848 50 972 75</box>
obtainable: Obtainable only in New Plymouth from <box>840 894 980 903</box>
latest-best: THE LATEST AND BEST IN <box>919 767 1059 780</box>
article-paragraph: 'At sundown we had a visitor — the Gam of Kebong. He was a tall, bent, aged specimen, and wore for a helmet a metal dish-cover, while on his body hung a long sack-like garment of Tibetan texture. He was very polite, and offered to lead us to his village next morning. Then followed a request for rum.' <box>574 837 705 910</box>
classified-column <box>12 34 150 1777</box>
fruit-bottling: Fruit Bottling <box>43 381 119 396</box>
